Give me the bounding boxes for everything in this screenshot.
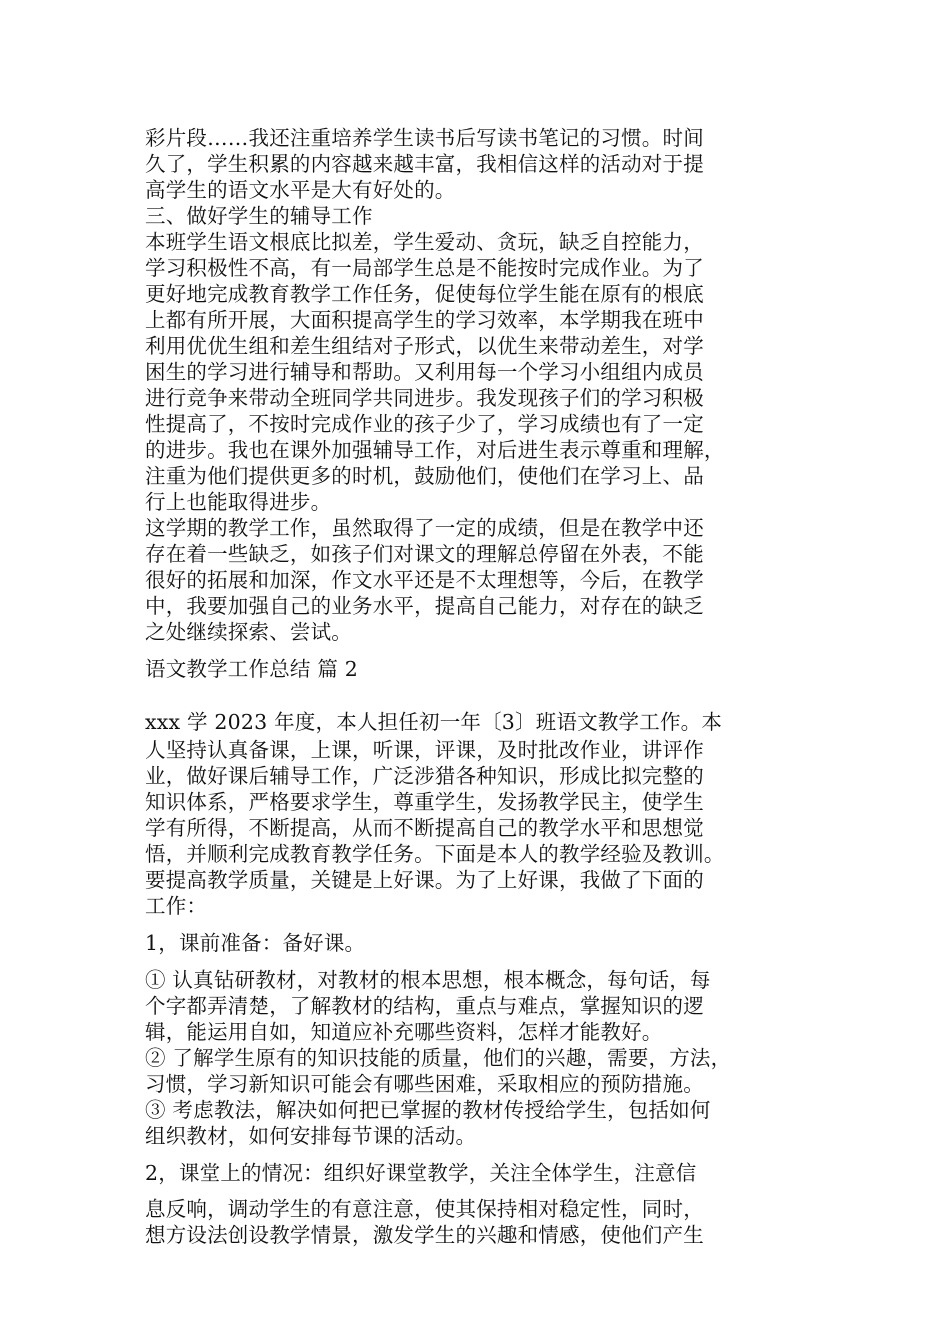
list-item: ① 认真钻研教材，对教材的根本思想，根本概念，每句话，每 — [145, 968, 711, 992]
text-line: xxx 学 2023 年度，本人担任初一年〔3〕班语文教学工作。本 — [145, 710, 723, 734]
text-line: 的进步。我也在课外加强辅导工作，对后进生表示尊重和理解， — [145, 438, 725, 462]
text-line: 个字都弄清楚，了解教材的结构，重点与难点，掌握知识的逻 — [145, 994, 704, 1018]
text-line: 利用优优生组和差生组结对子形式，以优生来带动差生，对学 — [145, 334, 704, 358]
text-line: 业，做好课后辅导工作，广泛涉猎各种知识，形成比拟完整的 — [145, 764, 704, 788]
text-line: 中，我要加强自己的业务水平，提高自己能力，对存在的缺乏 — [145, 594, 704, 618]
text-line: 性提高了，不按时完成作业的孩子少了，学习成绩也有了一定 — [145, 412, 704, 436]
text-line: 辑，能运用自如，知道应补充哪些资料，怎样才能教好。 — [145, 1020, 663, 1044]
subsection-heading: 2，课堂上的情况：组织好课堂教学，关注全体学生，注意信 — [145, 1161, 697, 1185]
text-line: 高学生的语文水平是大有好处的。 — [145, 178, 456, 202]
text-line: 本班学生语文根底比拟差，学生爱动、贪玩，缺乏自控能力， — [145, 230, 704, 254]
text-line: 彩片段……我还注重培养学生读书后写读书笔记的习惯。时间 — [145, 126, 704, 150]
text-line: 学习积极性不高，有一局部学生总是不能按时完成作业。为了 — [145, 256, 704, 280]
article-title: 语文教学工作总结 篇 2 — [145, 657, 358, 681]
list-item: ② 了解学生原有的知识技能的质量，他们的兴趣，需要，方法， — [145, 1046, 732, 1070]
text-line: 学有所得，不断提高，从而不断提高自己的教学水平和思想觉 — [145, 816, 704, 840]
text-line: 更好地完成教育教学工作任务，促使每位学生能在原有的根底 — [145, 282, 704, 306]
text-line: 想方设法创设教学情景，激发学生的兴趣和情感，使他们产生 — [145, 1223, 704, 1247]
text-line: 知识体系，严格要求学生，尊重学生，发扬教学民主，使学生 — [145, 790, 704, 814]
text-line: 要提高教学质量，关键是上好课。为了上好课，我做了下面的 — [145, 868, 704, 892]
text-line: 之处继续探索、尝试。 — [145, 620, 352, 644]
text-line: 注重为他们提供更多的时机，鼓励他们，使他们在学习上、品 — [145, 464, 704, 488]
text-line: 行上也能取得进步。 — [145, 490, 332, 514]
text-line: 困生的学习进行辅导和帮助。又利用每一个学习小组组内成员 — [145, 360, 704, 384]
text-line: 久了，学生积累的内容越来越丰富，我相信这样的活动对于提 — [145, 152, 704, 176]
subsection-heading: 1，课前准备：备好课。 — [145, 931, 366, 955]
text-line: 这学期的教学工作，虽然取得了一定的成绩，但是在教学中还 — [145, 516, 704, 540]
text-line: 息反响，调动学生的有意注意，使其保持相对稳定性，同时， — [145, 1197, 704, 1221]
text-line: 人坚持认真备课，上课，听课，评课，及时批改作业，讲评作 — [145, 738, 704, 762]
text-line: 上都有所开展，大面积提高学生的学习效率，本学期我在班中 — [145, 308, 704, 332]
text-line: 悟，并顺利完成教育教学任务。下面是本人的教学经验及教训。 — [145, 842, 725, 866]
text-line: 工作： — [145, 894, 208, 918]
text-line: 存在着一些缺乏，如孩子们对课文的理解总停留在外表，不能 — [145, 542, 704, 566]
text-line: 进行竞争来带动全班同学共同进步。我发现孩子们的学习积极 — [145, 386, 704, 410]
text-line: 习惯，学习新知识可能会有哪些困难，采取相应的预防措施。 — [145, 1072, 704, 1096]
text-line: 很好的拓展和加深，作文水平还是不太理想等，今后，在教学 — [145, 568, 704, 592]
text-line: 组织教材，如何安排每节课的活动。 — [145, 1124, 477, 1148]
list-item: ③ 考虑教法，解决如何把已掌握的教材传授给学生，包括如何 — [145, 1098, 711, 1122]
section-heading: 三、做好学生的辅导工作 — [145, 204, 373, 228]
